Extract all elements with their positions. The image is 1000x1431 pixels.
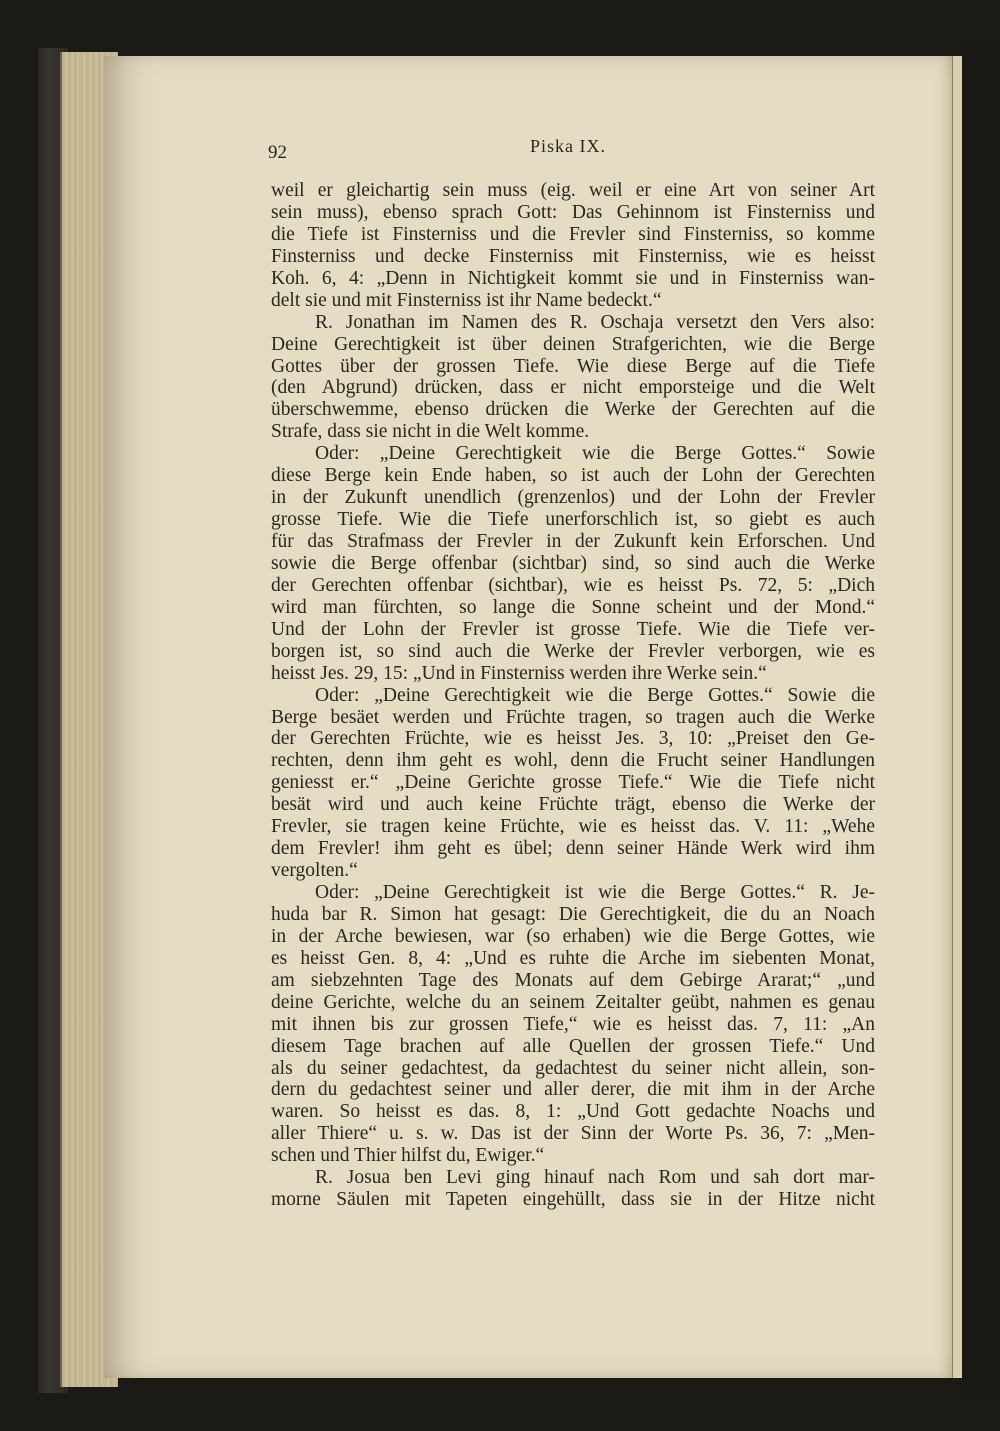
text-line: Oder: „Deine Gerechtigkeit ist wie die Berge Gottes.“ R. Je-: [315, 882, 875, 903]
text-line: mit ihnen bis zur grossen Tiefe,“ wie es heisst das. 7, 11: „An: [271, 1013, 875, 1035]
text-line: der Gerechten Früchte, wie es heisst Jes. 3, 10: „Preiset den Ge-: [271, 728, 875, 750]
text-line: geniesst er.“ „Deine Gerichte grosse Tiefe.“ Wie die Tiefe nicht: [271, 772, 875, 794]
text-line: die Tiefe ist Finsterniss und die Frevler sind Finsterniss, so komme: [271, 223, 875, 245]
body-text: [271, 180, 875, 1211]
text-line: dem Frevler! ihm geht es übel; denn seiner Hände Werk wird ihm: [271, 838, 875, 860]
background-right: [962, 40, 1000, 1400]
text-line: es heisst Gen. 8, 4: „Und es ruhte die Arche im siebenten Monat,: [271, 947, 875, 969]
text-line: Berge besäet werden und Früchte tragen, so tragen auch die Werke: [271, 706, 875, 728]
text-line: am siebzehnten Tage des Monats auf dem Gebirge Ararat;“ „und: [271, 969, 875, 991]
text-line: wird man fürchten, so lange die Sonne scheint und der Mond.“: [271, 596, 875, 618]
text-line: überschwemme, ebenso drücken die Werke der Gerechten auf die: [271, 399, 875, 421]
text-line: R. Jonathan im Namen des R. Oschaja versetzt den Vers also:: [315, 311, 875, 333]
text-line: schen und Thier hilfst du, Ewiger.“: [271, 1145, 545, 1167]
text-line: Oder: „Deine Gerechtigkeit wie die Berge Gottes.“ Sowie die: [315, 684, 875, 706]
text-line: weil er gleichartig sein muss (eig. weil er eine Art von seiner Art: [271, 180, 875, 201]
text-line: huda bar R. Simon hat gesagt: Die Gerechtigkeit, die du an Noach: [271, 903, 875, 925]
text-line: Strafe, dass sie nicht in die Welt komme.: [271, 421, 590, 443]
page-header: [268, 136, 878, 166]
running-head: Piska IX.: [530, 136, 606, 156]
text-line: in der Arche bewiesen, war (so erhaben) wie die Berge Gottes, wie: [271, 925, 875, 947]
text-line: als du seiner gedachtest, da gedachtest du seiner nicht allein, son-: [271, 1057, 875, 1079]
text-line: diesem Tage brachen auf alle Quellen der grossen Tiefe.“ Und: [271, 1035, 875, 1057]
text-line: morne Säulen mit Tapeten eingehüllt, dass sie in der Hitze nicht: [271, 1189, 875, 1211]
text-line: der Gerechten offenbar (sichtbar), wie es heisst Ps. 72, 5: „Dich: [271, 574, 875, 596]
text-line: Deine Gerechtigkeit ist über deinen Strafgerichten, wie die Berge: [271, 333, 875, 355]
text-line: borgen ist, so sind auch die Werke der Frevler verborgen, wie es: [271, 640, 875, 662]
text-line: R. Josua ben Levi ging hinauf nach Rom und sah dort mar-: [315, 1167, 875, 1189]
text-line: Koh. 6, 4: „Denn in Nichtigkeit kommt sie und in Finsterniss wan-: [271, 267, 875, 289]
text-line: diese Berge kein Ende haben, so ist auch der Lohn der Gerechten: [271, 465, 875, 487]
page-number: 92: [268, 142, 287, 163]
text-line: grosse Tiefe. Wie die Tiefe unerforschlich ist, so giebt es auch: [271, 509, 875, 531]
text-line: deine Gerichte, welche du an seinem Zeitalter geübt, nahmen es genau: [271, 991, 875, 1013]
text-line: Frevler, sie tragen keine Früchte, wie es heisst das. V. 11: „Wehe: [271, 816, 875, 838]
text-line: besät wird und auch keine Früchte trägt, ebenso die Werke der: [271, 794, 875, 816]
text-line: (den Abgrund) drücken, dass er nicht emporsteige und die Welt: [271, 377, 875, 399]
text-line: dern du gedachtest seiner und aller derer, die mit ihm in der Arche: [271, 1079, 875, 1101]
text-line: rechten, denn ihm geht es wohl, denn die Frucht seiner Handlungen: [271, 750, 875, 772]
text-line: aller Thiere“ u. s. w. Das ist der Sinn der Worte Ps. 36, 7: „Men-: [271, 1123, 875, 1145]
text-line: sein muss), ebenso sprach Gott: Das Gehinnom ist Finsterniss und: [271, 201, 875, 223]
text-line: Gottes über der grossen Tiefe. Wie diese Berge auf die Tiefe: [271, 355, 875, 377]
text-line: Und der Lohn der Frevler ist grosse Tiefe. Wie die Tiefe ver-: [271, 618, 875, 640]
text-line: sowie die Berge offenbar (sichtbar) sind, so sind auch die Werke: [271, 552, 875, 574]
text-line: waren. So heisst es das. 8, 1: „Und Gott gedachte Noachs und: [271, 1101, 875, 1123]
text-line: delt sie und mit Finsterniss ist ihr Name bedeckt.“: [271, 289, 662, 311]
text-line: heisst Jes. 29, 15: „Und in Finsterniss werden ihre Werke sein.“: [271, 662, 767, 684]
text-line: Finsterniss und decke Finsterniss mit Finsterniss, wie es heisst: [271, 245, 875, 267]
text-line: Oder: „Deine Gerechtigkeit wie die Berge Gottes.“ Sowie: [315, 443, 875, 465]
text-line: für das Strafmass der Frevler in der Zukunft kein Erforschen. Und: [271, 531, 875, 552]
text-line: in der Zukunft unendlich (grenzenlos) und der Lohn der Frevler: [271, 487, 875, 509]
text-line: vergolten.“: [271, 860, 358, 882]
